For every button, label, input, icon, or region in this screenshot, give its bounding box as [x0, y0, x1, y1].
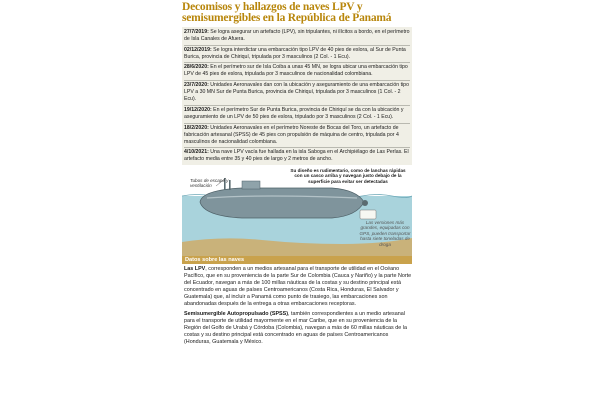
- paragraph-text: , también correspondientes a un medio artesanal para el transporte de utilidad mayormente en el mar Caribe, que en su proveniencia de la Región del Golfo de Urabá y Córdoba (Colombia), navegan a más de 60 millas náuticas de la costas y su destino principal está concentrado en aguas de países Centroamericanos (Honduras, Guatemala y México.: [184, 310, 407, 345]
- figure-caption-capacity: Las versiones más grandes, equipadas con GPS, pueden transportar hasta siete toneladas de droga: [359, 220, 411, 247]
- figure-caption-main: Su diseño es rudimentario, como de lanchas rápidas con un casco arriba y navegan justo debajo de la superficie para evitar ser detectadas: [290, 168, 406, 184]
- cabin-shape: [242, 181, 260, 189]
- entry-text: En el perímetro sur de Isla Coiba a unas 45 MN, se logra ubicar una embarcación tipo LPV de 45 pies de eslora, tripulada por 3 masculinos de nacionalidad colombiana.: [184, 64, 408, 78]
- entry-text: Unidades Aeronavales dan con la ubicación y aseguramiento de una embarcación tipo LPV a 30 MN Sur de Punta Burica, provincia de Chiriquí, tripulada por 3 masculinos (1 Col. - 2 Ecu).: [184, 82, 409, 103]
- article-title: Decomisos y hallazgos de naves LPV y semisumergibles en la República de Panamá: [182, 2, 392, 24]
- figure-caption-pipes: Tubos de escape y ventilación: [190, 178, 229, 189]
- paragraph-text: , corresponden a un medios artesanal para el transporte de utilidad en el Océano Pacífico, que en su proveniencia de la parte Sur de Colombia (Cauca y Nariño) y la parte Norte del Ecuador, navegan a más de 100 millas náuticas de la costas y su destino principal está concentrado en aguas de países Centroamericanos (Costa Rica, Honduras, El Salvador y Guatemala) que, al incluir a Panamá como punto de trasiego, las embarcaciones son abandonadas después de la entrega a otras embarcaciones receptoras.: [184, 266, 412, 308]
- entry-date: 28/6/2020:: [184, 64, 209, 71]
- entry-date: 4/10/2021:: [184, 149, 209, 156]
- timeline-entry: [184, 148, 410, 165]
- entry-text: En el perímetro Sur de Punta Burica, provincia de Chiriquí se da con la ubicación y aseguramiento de un LPV de 50 pies de eslora, tripulado por 3 masculinos (2 Col. - 1 Ecu).: [184, 106, 404, 120]
- entry-date: 27/7/2019:: [184, 29, 209, 35]
- entry-date: 23/7/2020:: [184, 82, 209, 89]
- entry-text: Unidades Aeronavales en el perímetro Noreste de Bocas del Toro, un artefacto de fabricación artesanal (SPSS) de 45 pies con propulsión de máquina de centro, tripulada por 4 masculinos de nacionalidad colombiana.: [184, 124, 399, 145]
- section-header: Datos sobre las naves: [182, 256, 412, 264]
- timeline-entry: [184, 28, 410, 46]
- body-paragraph: [184, 266, 412, 309]
- semisubmersible-illustration: [182, 166, 412, 256]
- entry-text: Una nave LPV vacía fue hallada en la isla Saboga en el Archipiélago de Las Perlas. El artefacto media entre 35 y 40 pies de largo y 2 metros de ancho.: [184, 149, 409, 163]
- entry-text: Se logra asegurar un artefacto (LPV), sin tripulantes, ni ilícitos a bordo, en el perímetro de Isla Canales de Afuera.: [184, 29, 410, 43]
- article-column: [182, 2, 412, 400]
- entry-text: Se logra interdictar una embarcación tipo LPV de 40 pies de eslora, al Sur de Punta Burica, provincia de Chiriquí, tripulada por 3 masculinos (2 Col. - 1 Ecu).: [184, 46, 406, 60]
- entry-date: 02/12/2019:: [184, 46, 212, 53]
- paragraph-term: Semisumergible Autopropulsado (SPSS): [184, 310, 289, 317]
- body-paragraph: [184, 311, 412, 346]
- paragraph-term: Las LPV: [184, 266, 206, 272]
- hull-shape: [200, 188, 364, 218]
- timeline-entry: [184, 63, 410, 81]
- propeller-shape: [362, 200, 368, 206]
- entry-date: 18/2/2020:: [184, 124, 209, 131]
- timeline-entry: [184, 46, 410, 64]
- scale-figure-box: [360, 210, 376, 219]
- timeline-entry: [184, 81, 410, 106]
- timeline-entry: [184, 106, 410, 124]
- timeline-list: [182, 27, 412, 165]
- entry-date: 19/12/2020:: [184, 106, 212, 113]
- timeline-entry: [184, 124, 410, 149]
